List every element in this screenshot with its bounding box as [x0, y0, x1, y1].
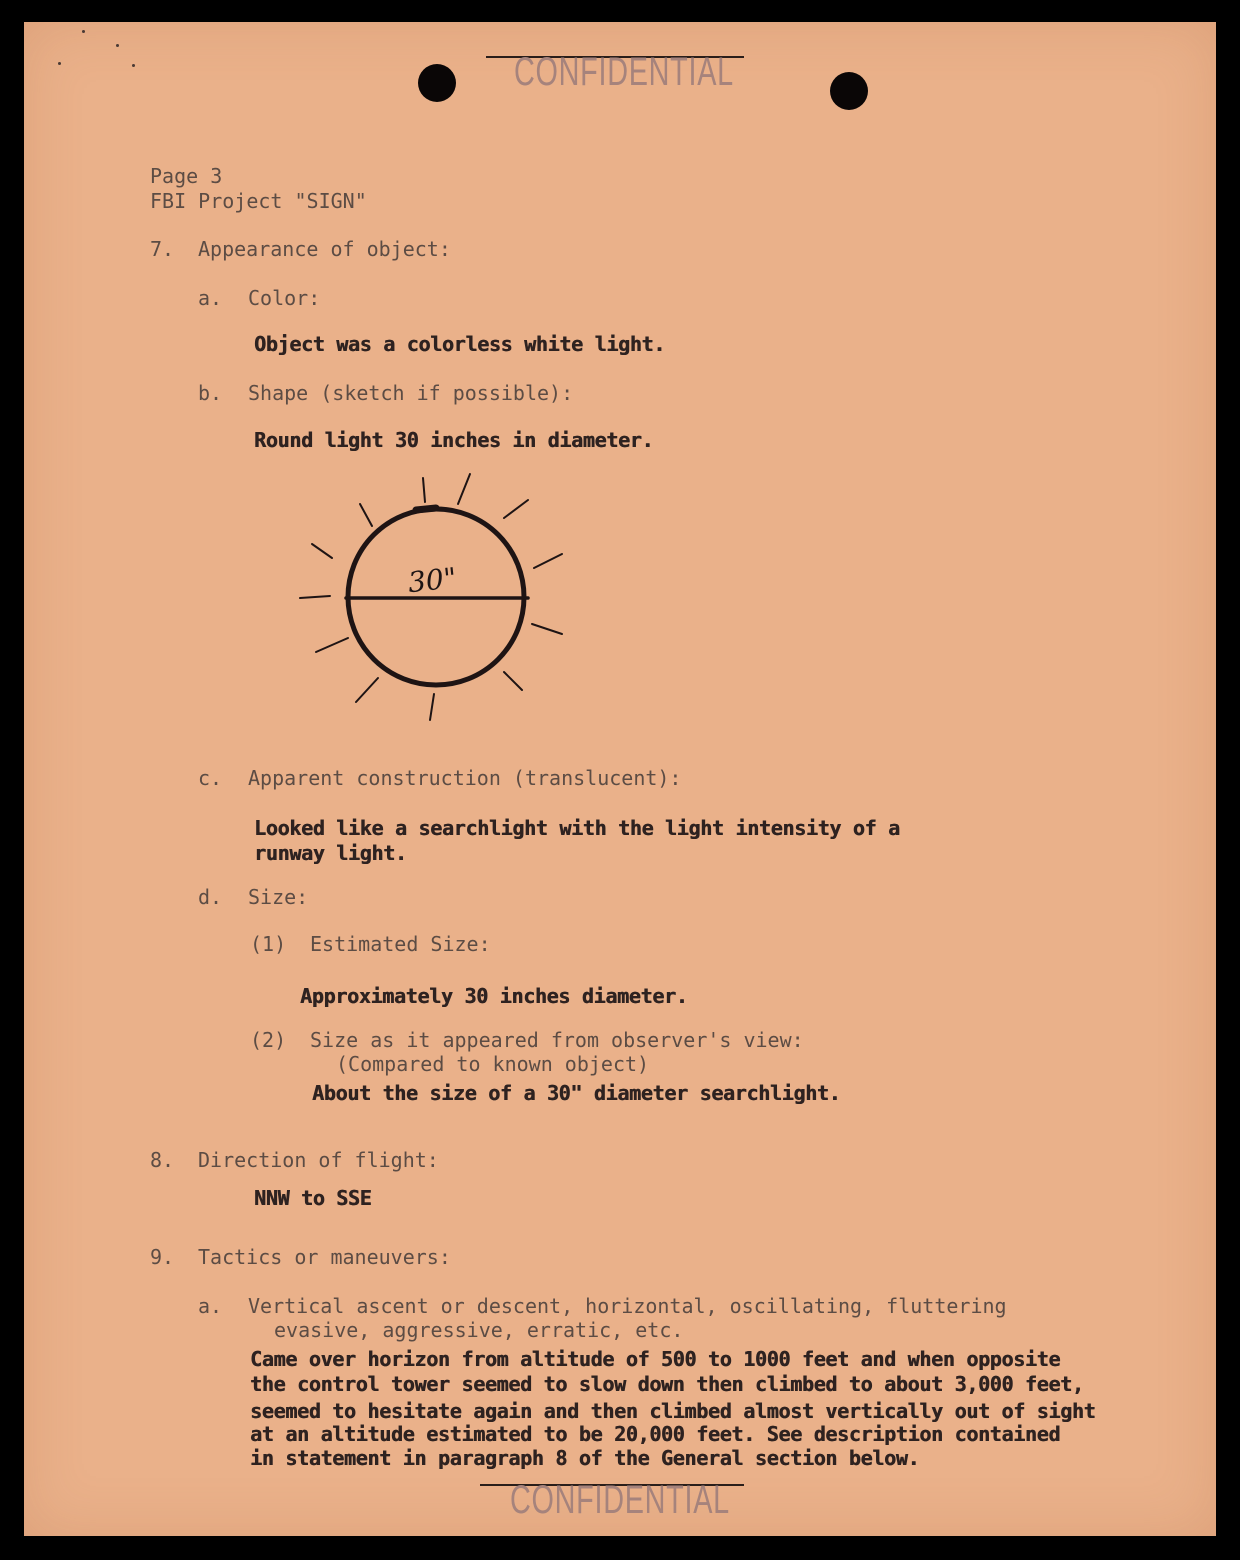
paper-speck [82, 30, 85, 33]
sketch-diameter-label: 30" [406, 561, 459, 600]
item-7d2-number: (2) [250, 1028, 287, 1052]
item-7c-answer-line-2: runway light. [254, 841, 407, 865]
section-7-title: Appearance of object: [198, 237, 451, 261]
item-7a-answer: Object was a colorless white light. [254, 332, 665, 356]
project-line: FBI Project "SIGN" [150, 189, 367, 213]
section-8-answer: NNW to SSE [254, 1186, 372, 1210]
section-9-number: 9. [150, 1245, 175, 1269]
item-9a-answer-line-4: at an altitude estimated to be 20,000 feet. See description contained [250, 1422, 1061, 1446]
item-9a-answer-line-2: the control tower seemed to slow down then climbed to about 3,000 feet, [250, 1372, 1084, 1396]
item-7a-label: Color: [248, 286, 321, 310]
item-7c-letter: c. [198, 766, 223, 790]
section-8-number: 8. [150, 1148, 175, 1172]
section-8-title: Direction of flight: [198, 1148, 439, 1172]
paper-speck [116, 44, 119, 47]
item-7d1-answer: Approximately 30 inches diameter. [300, 984, 688, 1008]
punch-hole-left [418, 64, 456, 102]
item-9a-answer-line-5: in statement in paragraph 8 of the General section below. [250, 1446, 920, 1470]
section-9-title: Tactics or maneuvers: [198, 1245, 451, 1269]
item-9a-label-line-1: Vertical ascent or descent, horizontal, oscillating, fluttering [248, 1294, 1007, 1318]
item-7c-answer-line-1: Looked like a searchlight with the light intensity of a [254, 816, 900, 840]
item-9a-letter: a. [198, 1294, 223, 1318]
item-7b-label: Shape (sketch if possible): [248, 381, 574, 405]
round-light-sketch [290, 470, 580, 730]
confidential-stamp-bottom: CONFIDENTIAL [510, 1478, 730, 1522]
item-7b-answer: Round light 30 inches in diameter. [254, 428, 654, 452]
item-7c-label: Apparent construction (translucent): [248, 766, 682, 790]
item-7d-letter: d. [198, 885, 223, 909]
item-7a-letter: a. [198, 286, 223, 310]
item-9a-answer-line-3: seemed to hesitate again and then climbed almost vertically out of sight [250, 1399, 1096, 1423]
page-label: Page 3 [150, 164, 223, 188]
item-7b-letter: b. [198, 381, 223, 405]
confidential-stamp-top: CONFIDENTIAL [514, 50, 734, 94]
item-7d1-label: Estimated Size: [310, 932, 491, 956]
item-7d2-label-line-1: Size as it appeared from observer's view: [310, 1028, 804, 1052]
item-7d1-number: (1) [250, 932, 287, 956]
item-7d2-answer: About the size of a 30" diameter searchlight. [312, 1081, 841, 1105]
item-9a-answer-line-1: Came over horizon from altitude of 500 to 1000 feet and when opposite [250, 1347, 1061, 1371]
section-7-number: 7. [150, 237, 175, 261]
punch-hole-right [830, 72, 868, 110]
item-9a-label-line-2: evasive, aggressive, erratic, etc. [274, 1318, 684, 1342]
paper-speck [58, 62, 61, 65]
item-7d-label: Size: [248, 885, 309, 909]
item-7d2-label-line-2: (Compared to known object) [336, 1052, 650, 1076]
paper-speck [132, 64, 135, 67]
